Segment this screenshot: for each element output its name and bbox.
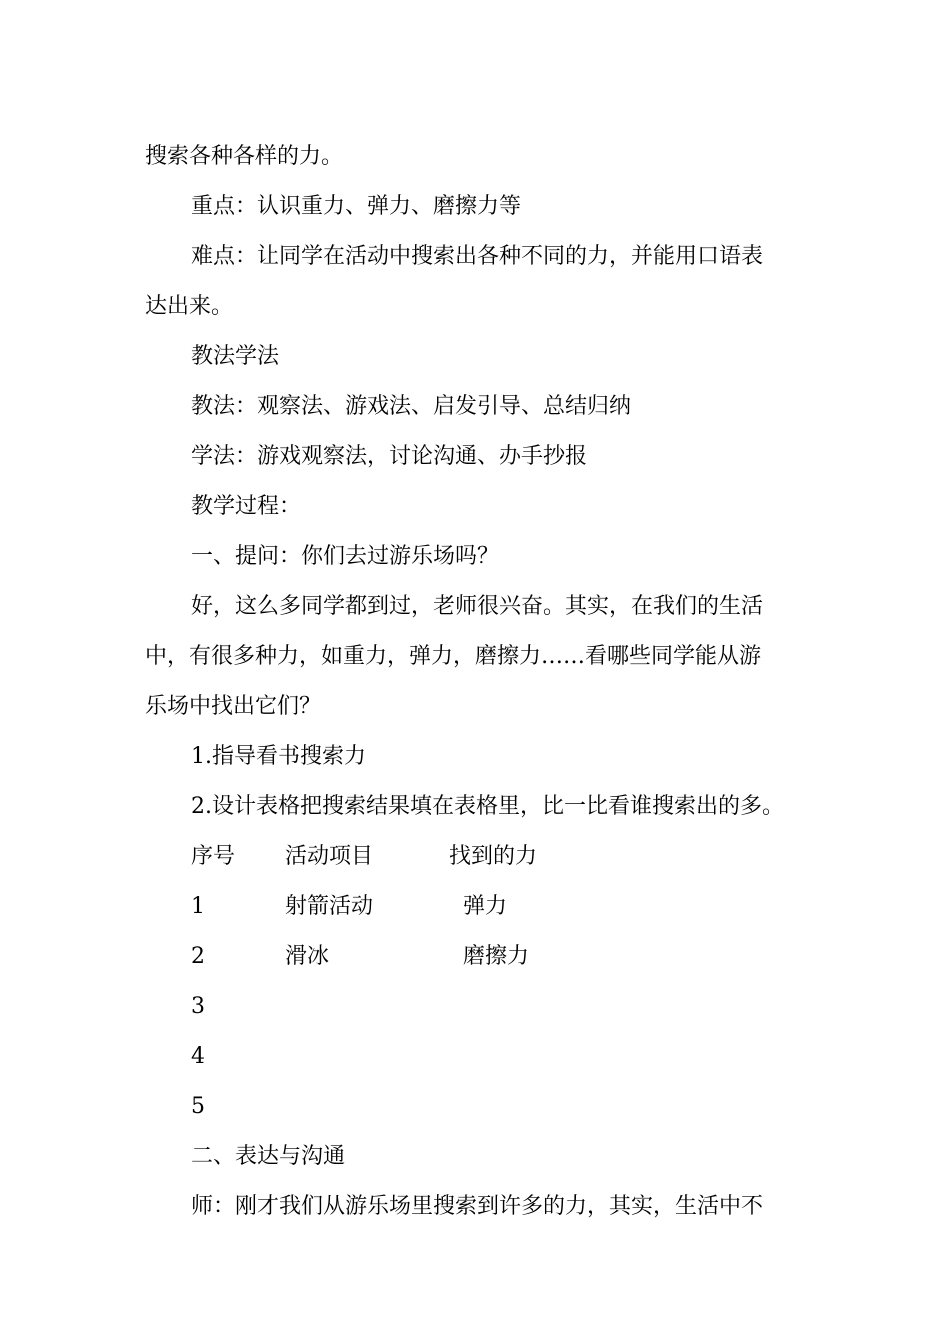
section-heading: 二、表达与沟通 [191,1144,346,1169]
table-cell: 1 [191,894,205,919]
table-cell: 滑冰 [285,944,330,969]
section-heading: 教法学法 [191,344,280,369]
table-cell: 3 [191,994,205,1019]
table-cell: 5 [191,1094,205,1119]
paragraph-line: 教法：观察法、游戏法、启发引导、总结归纳 [191,394,632,419]
table-header: 活动项目 [285,844,374,869]
table-header: 找到的力 [449,844,538,869]
paragraph-line: 搜索各种各样的力。 [145,144,344,169]
paragraph-line: 师：刚才我们从游乐场里搜索到许多的力，其实，生活中不 [191,1194,764,1219]
table-cell: 射箭活动 [285,894,374,919]
list-item: 2.设计表格把搜索结果填在表格里，比一比看谁搜索出的多。 [191,794,784,819]
table-cell: 4 [191,1044,205,1069]
paragraph-line: 乐场中找出它们？ [145,694,322,719]
table-cell: 磨擦力 [463,944,530,969]
paragraph-line: 中，有很多种力，如重力，弹力，磨擦力……看哪些同学能从游 [145,644,762,669]
section-heading: 教学过程： [191,494,302,519]
paragraph-line: 一、提问：你们去过游乐场吗？ [191,544,500,569]
paragraph-line: 难点：让同学在活动中搜索出各种不同的力，并能用口语表 [191,244,764,269]
paragraph-line: 达出来。 [145,294,234,319]
table-cell: 弹力 [463,894,508,919]
paragraph-line: 好，这么多同学都到过，老师很兴奋。其实，在我们的生活 [191,594,764,619]
table-cell: 2 [191,944,205,969]
list-item: 1.指导看书搜索力 [191,744,366,769]
paragraph-line: 学法：游戏观察法，讨论沟通、办手抄报 [191,444,588,469]
paragraph-line: 重点：认识重力、弹力、磨擦力等 [191,194,522,219]
table-header: 序号 [191,844,236,869]
